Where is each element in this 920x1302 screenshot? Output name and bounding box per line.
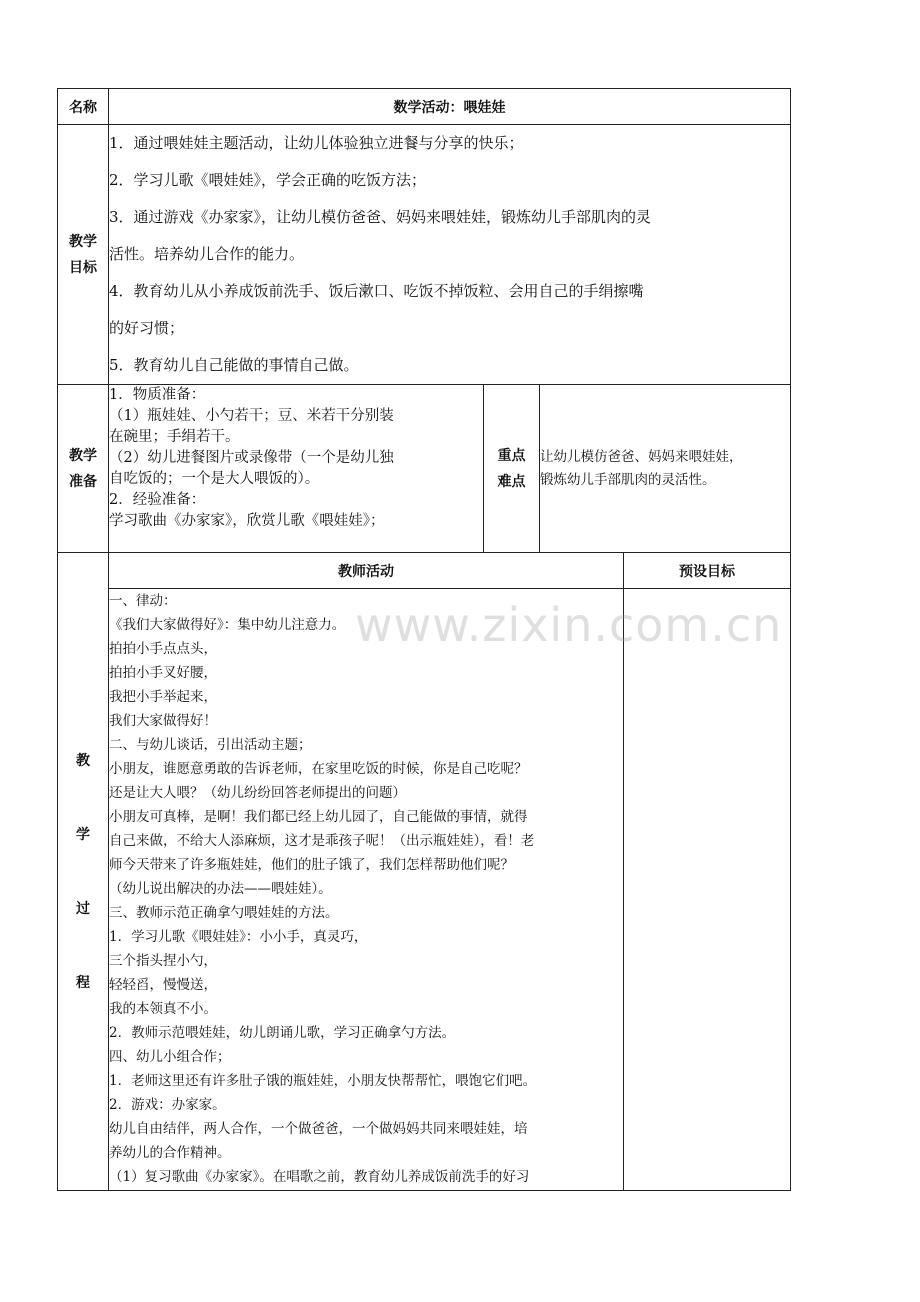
key-points-content	[540, 385, 791, 553]
process-line: 一、律动：	[109, 593, 177, 609]
process-line: 拍拍小手叉好腰，	[109, 665, 217, 681]
prep-line: 学习歌曲《办家家》，欣赏儿歌《喂娃娃》；	[109, 513, 385, 529]
goals-label-line1: 教学	[69, 233, 97, 250]
process-header-row	[58, 553, 791, 589]
process-line: 《我们大家做得好》：集中幼儿注意力。	[109, 617, 346, 633]
process-line: 拍拍小手点点头，	[109, 641, 217, 657]
process-line: （1）复习歌曲《办家家》。在唱歌之前，教育幼儿养成饭前洗手的好习	[109, 1169, 530, 1185]
process-line: 师今天带来了许多瓶娃娃，他们的肚子饿了，我们怎样帮助他们呢？	[109, 857, 514, 873]
process-line: 幼儿自由结伴，两人合作，一个做爸爸，一个做妈妈共同来喂娃娃，培	[109, 1121, 528, 1137]
goals-label-line2: 目标	[69, 259, 97, 276]
process-line: 1．学习儿歌《喂娃娃》：小小手，真灵巧，	[109, 929, 368, 945]
prep-content	[109, 385, 484, 553]
process-label-char: 程	[76, 974, 90, 991]
goals-label	[58, 125, 109, 385]
name-label: 名称	[58, 89, 109, 125]
key-text-line1: 让幼儿模仿爸爸、妈妈来喂娃娃，	[540, 448, 743, 465]
prep-line: （1）瓶娃娃、小勺若干；豆、米若干分别装	[109, 408, 394, 424]
process-line: 二、与幼儿谈话，引出活动主题；	[109, 737, 312, 753]
process-label-char: 过	[76, 900, 90, 917]
goal-line: 2．学习儿歌《喂娃娃》，学会正确的吃饭方法；	[109, 171, 427, 189]
process-line: 三、教师示范正确拿勺喂娃娃的方法。	[109, 905, 339, 921]
prep-line: 1．物质准备：	[109, 387, 206, 403]
goal-line: 4．教育幼儿从小养成饭前洗手、饭后漱口、吃饭不掉饭粒、会用自己的手绢擦嘴	[109, 282, 644, 300]
process-line: 养幼儿的合作精神。	[109, 1145, 231, 1161]
goal-line: 5．教育幼儿自己能做的事情自己做。	[109, 356, 359, 374]
goal-line: 3．通过游戏《办家家》，让幼儿模仿爸爸、妈妈来喂娃娃，锻炼幼儿手部肌肉的灵	[109, 208, 652, 226]
goals-content	[109, 125, 791, 385]
process-label-char: 学	[76, 826, 90, 843]
process-line: 还是让大人喂？（幼儿纷纷回答老师提出的问题）	[109, 785, 406, 801]
process-line: （幼儿说出解决的办法——喂娃娃）。	[109, 881, 332, 897]
lesson-plan-table	[57, 88, 791, 1191]
prep-line: 2．经验准备：	[109, 492, 206, 508]
activity-title: 数学活动：喂娃娃	[109, 89, 791, 125]
process-line: 2．教师示范喂娃娃，幼儿朗诵儿歌，学习正确拿勺方法。	[109, 1025, 456, 1041]
process-line: 我们大家做得好！	[109, 713, 217, 729]
goal-line: 活性。培养幼儿合作的能力。	[109, 245, 305, 263]
process-line: 小朋友可真棒，是啊！我们都已经上幼儿园了，自己能做的事情，就得	[109, 809, 528, 825]
process-line: 我把小手举起来，	[109, 689, 217, 705]
prep-row	[58, 385, 791, 553]
process-line: 我的本领真不小。	[109, 1001, 217, 1017]
prep-line: 在碗里；手绢若干。	[109, 429, 240, 445]
watermark: www.zixin.com.cn	[355, 598, 783, 652]
prep-label	[58, 385, 109, 553]
prep-line: （2）幼儿进餐图片或录像带（一个是幼儿独	[109, 450, 394, 466]
key-label-line1: 重点	[497, 447, 526, 464]
goals-row	[58, 125, 791, 385]
process-content-row	[58, 589, 791, 1191]
process-line: 三个指头捏小勺，	[109, 953, 217, 969]
process-label	[58, 553, 109, 1191]
key-text-line2: 锻炼幼儿手部肌肉的灵活性。	[540, 471, 716, 488]
key-points-label	[484, 385, 540, 553]
process-line: 1．老师这里还有许多肚子饿的瓶娃娃，小朋友快帮帮忙，喂饱它们吧。	[109, 1073, 537, 1089]
prep-line: 自吃饭的；一个是大人喂饭的）。	[109, 471, 320, 487]
title-row	[58, 89, 791, 125]
preset-goal-content	[624, 589, 791, 1191]
preset-goal-header: 预设目标	[624, 553, 791, 589]
prep-label-line1: 教学	[69, 447, 97, 464]
goal-line: 1．通过喂娃娃主题活动，让幼儿体验独立进餐与分享的快乐；	[109, 134, 524, 152]
process-line: 轻轻舀，慢慢送，	[109, 977, 217, 993]
key-label-line2: 难点	[497, 473, 526, 490]
teacher-activity-content	[109, 589, 624, 1191]
process-line: 四、幼儿小组合作；	[109, 1049, 231, 1065]
process-line: 自己来做，不给大人添麻烦，这才是乖孩子呢！（出示瓶娃娃），看！老	[109, 833, 535, 849]
process-line: 小朋友，谁愿意勇敢的告诉老师，在家里吃饭的时候，你是自己吃呢？	[109, 761, 528, 777]
goal-line: 的好习惯；	[109, 319, 185, 337]
prep-label-line2: 准备	[69, 473, 97, 490]
process-label-char: 教	[76, 752, 90, 769]
process-line: 2．游戏：办家家。	[109, 1097, 226, 1113]
teacher-activity-header: 教师活动	[109, 553, 624, 589]
